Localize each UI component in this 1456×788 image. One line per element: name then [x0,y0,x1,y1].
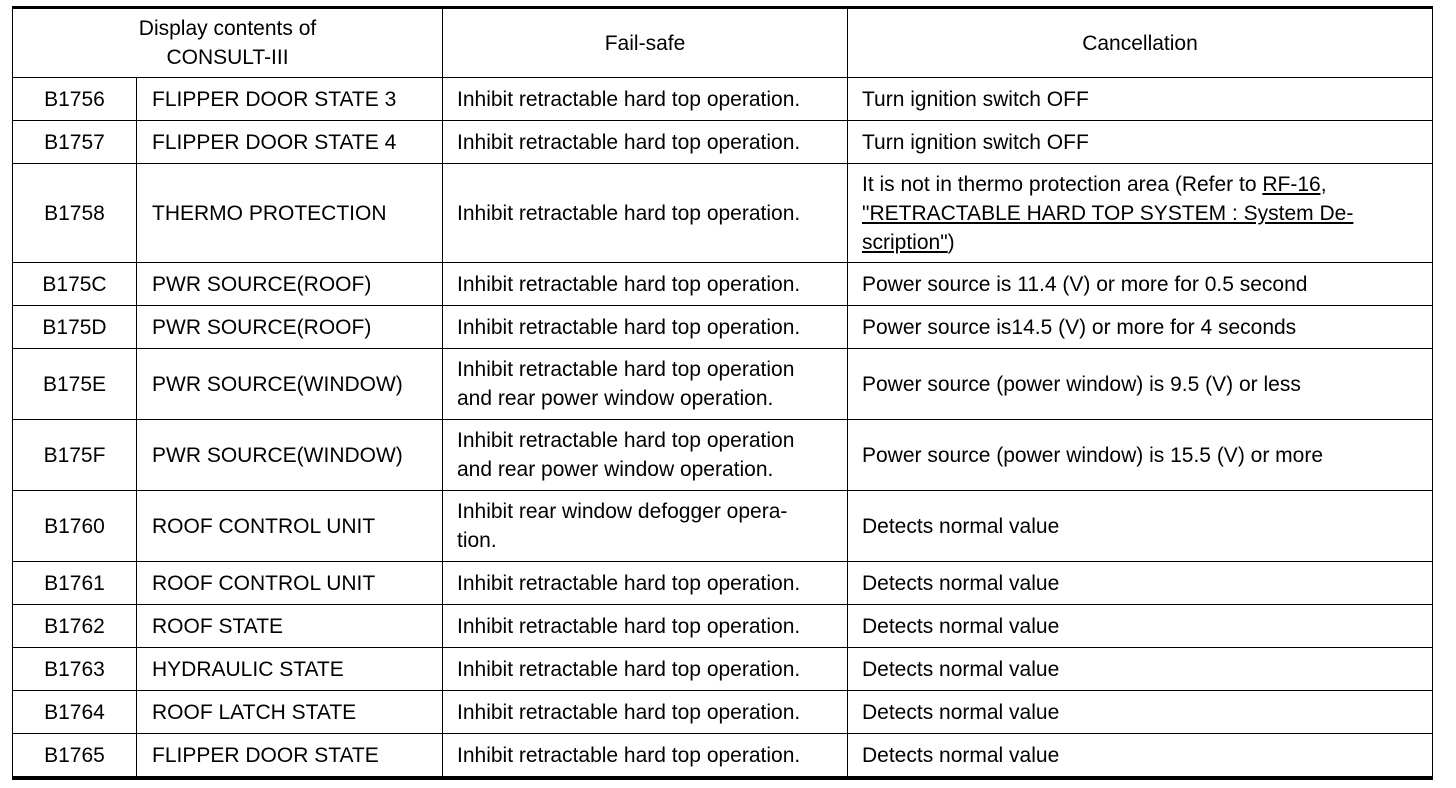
dtc-item: FLIPPER DOOR STATE 3 [137,78,443,121]
table-row [13,78,1433,121]
dtc-item: PWR SOURCE(WINDOW) [137,420,443,491]
dtc-code: B175C [13,263,137,306]
failsafe-cell: Inhibit retractable hard top operation. [443,562,848,605]
failsafe-line2: tion. [457,529,497,552]
reference-link[interactable]: RF-16, "RETRACTABLE HARD TOP SYSTEM : System De-scription" [862,172,1354,254]
cancellation-cell: Power source is14.5 (V) or more for 4 seconds [848,306,1433,349]
fail-safe-table-container [12,6,1432,780]
dtc-code: B1758 [13,164,137,263]
dtc-code: B1765 [13,734,137,779]
failsafe-cell: Inhibit retractable hard top operation. [443,691,848,734]
table-row [13,121,1433,164]
cancellation-cell: Detects normal value [848,734,1433,779]
header-display-contents [13,8,443,78]
failsafe-line2: and rear power window operation. [457,458,774,481]
fail-safe-table [12,6,1433,780]
cancellation-cell: Power source (power window) is 15.5 (V) or more [848,420,1433,491]
table-header-row [13,8,1433,78]
cancellation-prefix: It is not in thermo protection area (Refer to [862,172,1263,196]
dtc-item: THERMO PROTECTION [137,164,443,263]
table-row [13,263,1433,306]
dtc-code: B175E [13,349,137,420]
failsafe-cell: Inhibit retractable hard top operation. [443,78,848,121]
cancellation-cell: Detects normal value [848,491,1433,562]
table-row [13,691,1433,734]
failsafe-cell [443,349,848,420]
cancellation-cell: Turn ignition switch OFF [848,121,1433,164]
failsafe-cell: Inhibit retractable hard top operation. [443,306,848,349]
table-row [13,734,1433,779]
dtc-item: ROOF LATCH STATE [137,691,443,734]
header-failsafe: Fail-safe [443,8,848,78]
cancellation-cell: Detects normal value [848,562,1433,605]
dtc-item: PWR SOURCE(WINDOW) [137,349,443,420]
table-row [13,605,1433,648]
dtc-code: B1757 [13,121,137,164]
header-display-line1: Display contents of [138,17,317,40]
failsafe-line1: Inhibit rear window defogger opera- [457,500,788,523]
table-row [13,562,1433,605]
dtc-code: B1763 [13,648,137,691]
cancellation-suffix: ) [947,230,955,254]
header-display-line2: CONSULT-III [166,46,289,69]
table-row [13,306,1433,349]
failsafe-cell: Inhibit retractable hard top operation. [443,263,848,306]
failsafe-cell: Inhibit retractable hard top operation. [443,164,848,263]
dtc-code: B1762 [13,605,137,648]
dtc-code: B175F [13,420,137,491]
dtc-item: ROOF CONTROL UNIT [137,491,443,562]
table-row [13,420,1433,491]
dtc-item: FLIPPER DOOR STATE 4 [137,121,443,164]
failsafe-line1: Inhibit retractable hard top operation [457,429,795,452]
failsafe-line1: Inhibit retractable hard top operation [457,358,795,381]
dtc-code: B1761 [13,562,137,605]
failsafe-cell [443,420,848,491]
table-row [13,164,1433,263]
failsafe-cell: Inhibit retractable hard top operation. [443,648,848,691]
dtc-code: B1764 [13,691,137,734]
table-row [13,491,1433,562]
failsafe-cell: Inhibit retractable hard top operation. [443,121,848,164]
failsafe-cell: Inhibit retractable hard top operation. [443,605,848,648]
header-cancellation: Cancellation [848,8,1433,78]
dtc-item: PWR SOURCE(ROOF) [137,306,443,349]
dtc-item: FLIPPER DOOR STATE [137,734,443,779]
cancellation-cell: Turn ignition switch OFF [848,78,1433,121]
dtc-item: PWR SOURCE(ROOF) [137,263,443,306]
table-row [13,349,1433,420]
cancellation-cell: Power source is 11.4 (V) or more for 0.5 second [848,263,1433,306]
dtc-item: ROOF CONTROL UNIT [137,562,443,605]
cancellation-cell: Power source (power window) is 9.5 (V) or less [848,349,1433,420]
cancellation-cell: Detects normal value [848,691,1433,734]
dtc-code: B1760 [13,491,137,562]
failsafe-cell: Inhibit retractable hard top operation. [443,734,848,779]
cancellation-cell: Detects normal value [848,648,1433,691]
dtc-item: HYDRAULIC STATE [137,648,443,691]
cancellation-cell: Detects normal value [848,605,1433,648]
table-row [13,648,1433,691]
cancellation-cell [848,164,1433,263]
dtc-item: ROOF STATE [137,605,443,648]
dtc-code: B175D [13,306,137,349]
failsafe-cell [443,491,848,562]
failsafe-line2: and rear power window operation. [457,387,774,410]
dtc-code: B1756 [13,78,137,121]
